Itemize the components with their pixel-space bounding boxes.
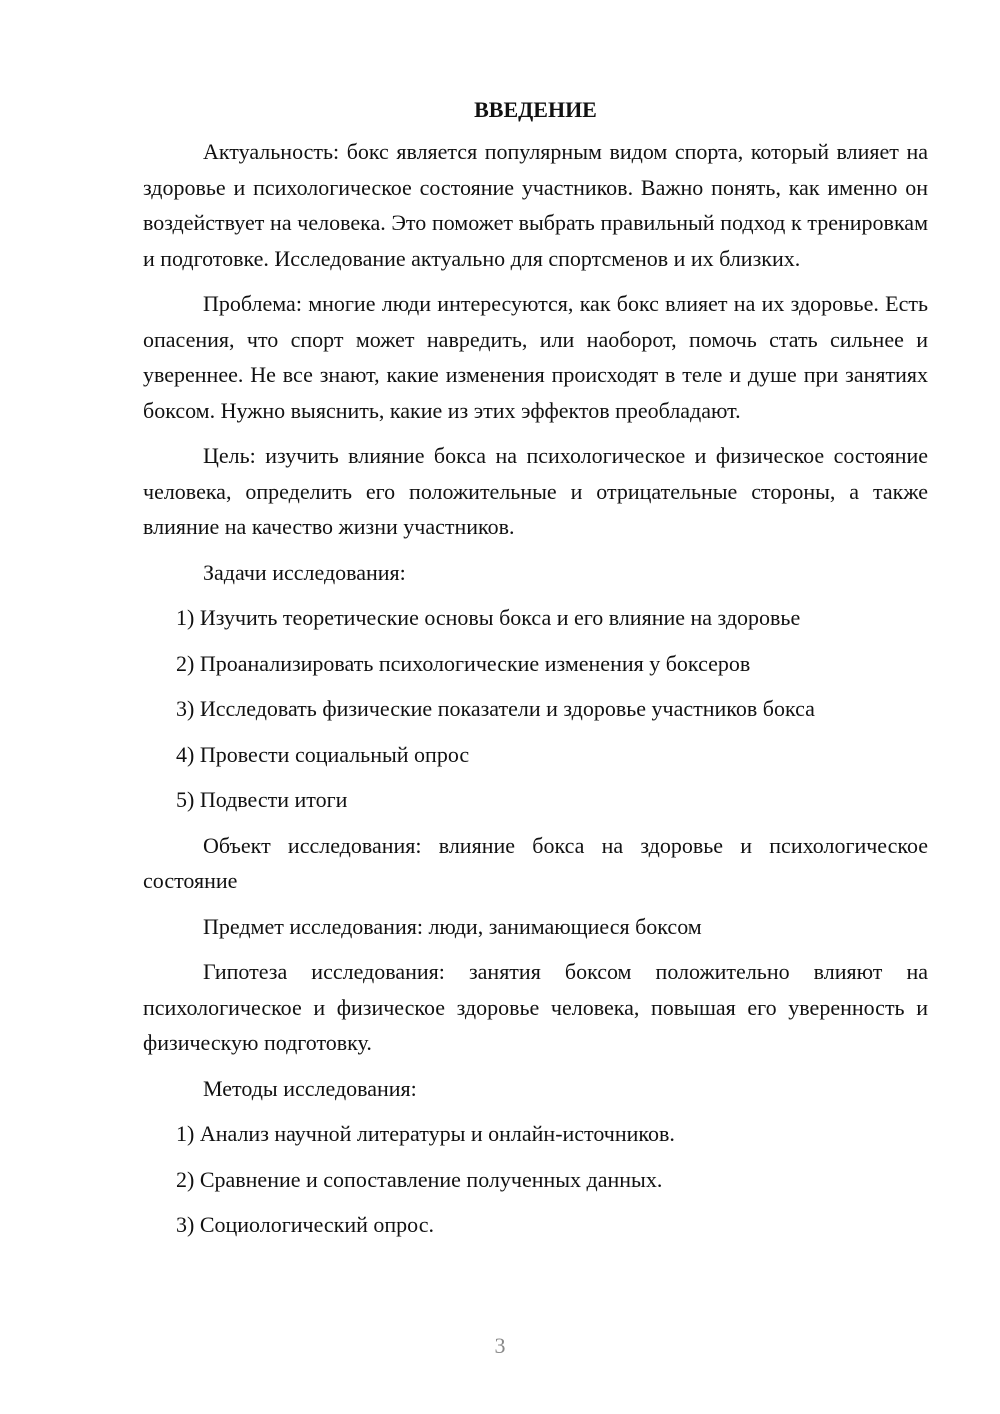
methods-heading: Методы исследования: <box>203 1075 417 1101</box>
list-item: 4) Провести социальный опрос <box>176 741 470 767</box>
list-item: 2) Проанализировать психологические изменения у боксеров <box>176 650 751 676</box>
problem-paragraph: Проблема: многие люди интересуются, как бокс влияет на их здоровье. Есть опасения, что спорт может навредить, или наоборот, помочь стать сильнее и увереннее. Не все знают, какие изменения происходят в теле и душе при занятиях боксом. Нужно выяснить, какие из этих эффектов преобладают. <box>143 291 928 423</box>
document-page <box>143 92 928 1253</box>
hypothesis-paragraph: Гипотеза исследования: занятия боксом положительно влияют на психологическое и физическое здоровье человека, повышая его уверенность и физическую подготовку. <box>143 959 928 1055</box>
list-item: 3) Исследовать физические показатели и здоровье участников бокса <box>176 696 815 721</box>
page-number: 3 <box>494 1333 506 1358</box>
goal-paragraph: Цель: изучить влияние бокса на психологическое и физическое состояние человека, определить его положительные и отрицательные стороны, а также влияние на качество жизни участников. <box>143 443 928 539</box>
list-item: 3) Социологический опрос. <box>176 1212 434 1237</box>
tasks-list <box>143 600 928 818</box>
subject-paragraph: Предмет исследования: люди, занимающиеся боксом <box>203 913 702 939</box>
relevance-paragraph: Актуальность: бокс является популярным видом спорта, который влияет на здоровье и психологическое состояние участников. Важно понять, как именно он воздействует на человека. Это поможет выбрать правильный подход к тренировкам и подготовке. Исследование актуально для спортсменов и их близких. <box>143 139 928 271</box>
methods-list <box>143 1116 928 1243</box>
list-item: 1) Анализ научной литературы и онлайн-источников. <box>176 1121 675 1146</box>
page-title: ВВЕДЕНИЕ <box>474 97 597 122</box>
list-item: 5) Подвести итоги <box>176 787 348 812</box>
list-item: 1) Изучить теоретические основы бокса и его влияние на здоровье <box>176 605 801 630</box>
tasks-heading: Задачи исследования: <box>203 559 406 585</box>
list-item: 2) Сравнение и сопоставление полученных данных. <box>176 1166 663 1192</box>
object-paragraph: Объект исследования: влияние бокса на здоровье и психологическое состояние <box>143 832 928 893</box>
